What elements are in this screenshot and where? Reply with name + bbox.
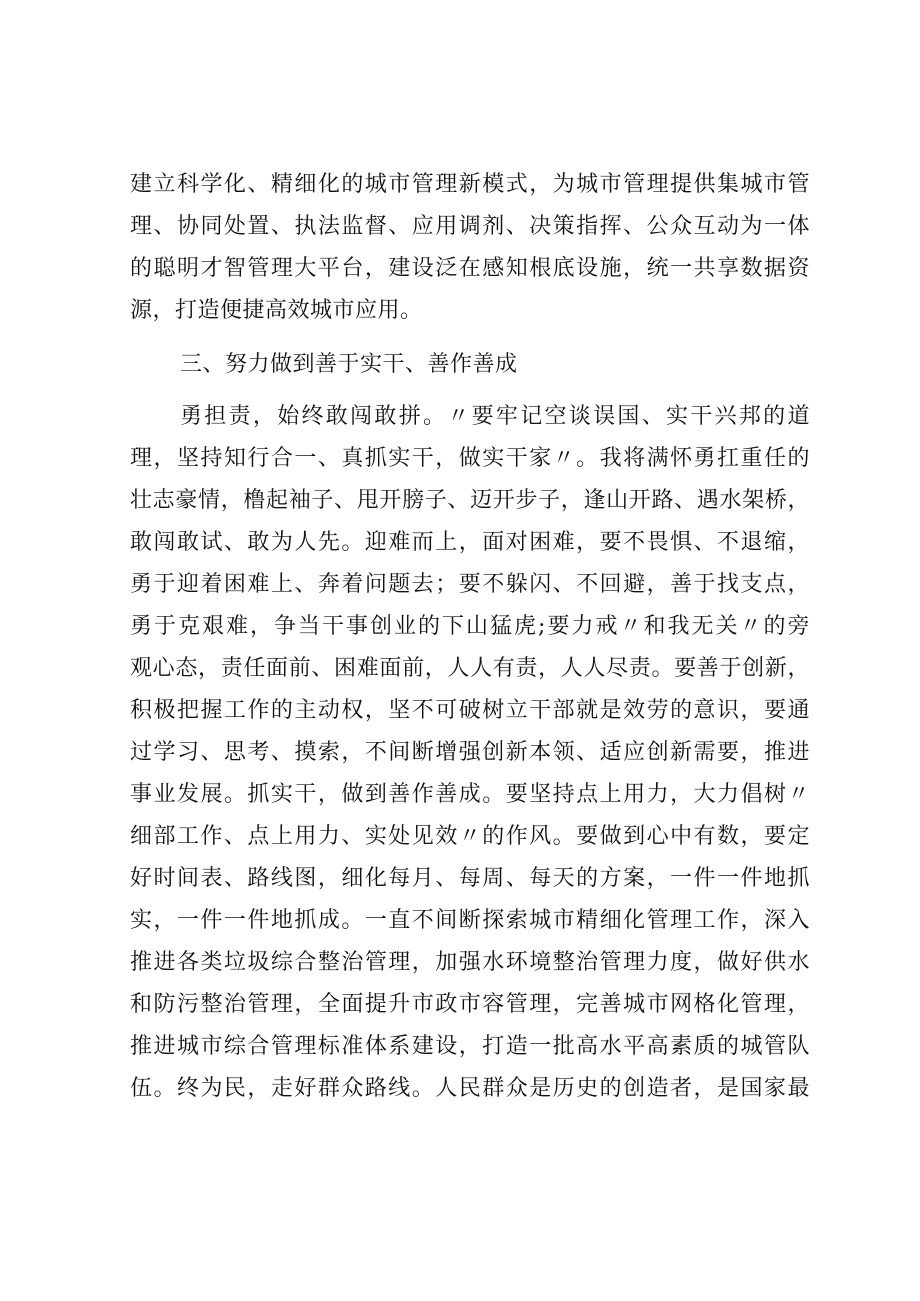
body-text-line: 敢闯敢试、敢为人先。迎难而上，面对困难，要不畏惧、不退缩， [130, 530, 810, 555]
body-text-line: 细部工作、点上用力、实处见效〃的作风。要做到心中有数，要定 [130, 824, 810, 849]
body-text-line: 好时间表、路线图，细化每月、每周、每天的方案，一件一件地抓 [130, 866, 810, 891]
body-text-line: 壮志豪情，橹起袖子、甩开膀子、迈开步子，逢山开路、遇水架桥， [130, 488, 810, 513]
body-text-line: 理、协同处置、执法监督、应用调剂、决策指挥、公众互动为一体 [130, 214, 810, 239]
body-text-line: 勇于克艰难，争当干事创业的下山猛虎;要力戒〃和我无关〃的旁 [130, 614, 810, 639]
body-text-line: 建立科学化、精细化的城市管理新模式，为城市管理提供集城市管 [130, 172, 810, 197]
body-text-line: 伍。终为民，走好群众路线。人民群众是历史的创造者，是国家最 [130, 1076, 810, 1101]
body-text-line: 和防污整治管理，全面提升市政市容管理，完善城市网格化管理， [130, 992, 810, 1017]
body-text-line: 勇担责，始终敢闯敢拼。〃要牢记空谈误国、实干兴邦的道 [180, 404, 810, 429]
body-text-line: 勇于迎着困难上、奔着问题去；要不躲闪、不回避，善于找支点， [130, 572, 810, 597]
body-text-line: 实，一件一件地抓成。一直不间断探索城市精细化管理工作，深入 [130, 908, 810, 933]
section-heading: 三、努力做到善于实干、善作善成 [180, 352, 518, 377]
body-text-line: 源，打造便捷高效城市应用。 [130, 298, 423, 323]
body-text-line: 过学习、思考、摸索，不间断增强创新本领、适应创新需要，推进 [130, 740, 810, 765]
body-text-line: 推进各类垃圾综合整治管理，加强水环境整治管理力度，做好供水 [130, 950, 810, 975]
body-text-line: 事业发展。抓实干，做到善作善成。要坚持点上用力，大力倡树〃 [130, 782, 810, 807]
body-text-line: 推进城市综合管理标准体系建设，打造一批高水平高素质的城管队 [130, 1034, 810, 1059]
body-text-line: 积极把握工作的主动权，坚不可破树立干部就是效劳的意识，要通 [130, 698, 810, 723]
body-text-line: 理，坚持知行合一、真抓实干，做实干家〃。我将满怀勇扛重任的 [130, 446, 810, 471]
body-text-line: 的聪明才智管理大平台，建设泛在感知根底设施，统一共享数据资 [130, 256, 810, 281]
body-text-line: 观心态，责任面前、困难面前，人人有责，人人尽责。要善于创新， [130, 656, 810, 681]
